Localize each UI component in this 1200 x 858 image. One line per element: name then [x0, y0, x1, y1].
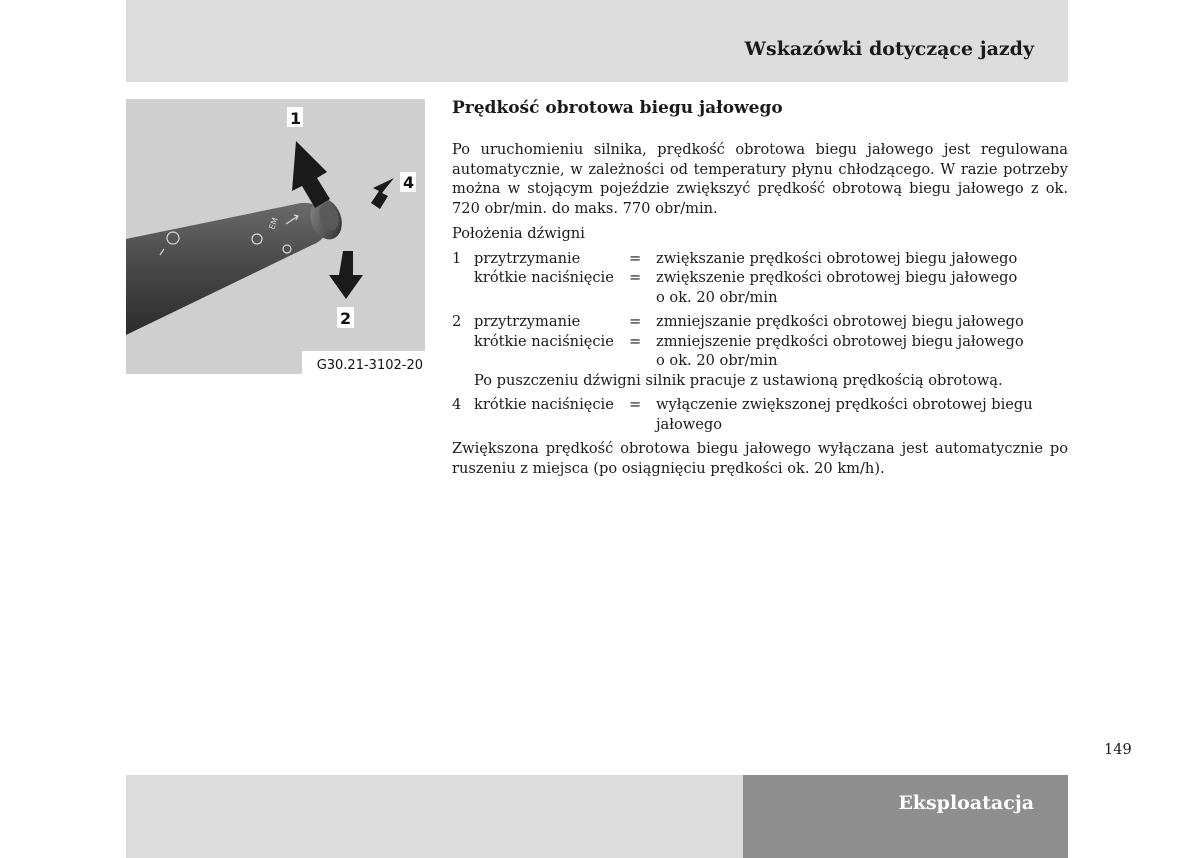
equals-sign: = — [629, 396, 642, 413]
position-group-4 — [452, 395, 1068, 434]
position-row — [452, 312, 1068, 332]
figure-code: G30.21-3102-20 — [316, 358, 423, 373]
position-row — [452, 332, 1068, 352]
callout-1 — [287, 107, 303, 128]
svg-text:EM: EM — [267, 216, 280, 231]
equals-sign: = — [629, 313, 642, 330]
main-content — [452, 96, 1068, 484]
running-header-title: Wskazówki dotyczące jazdy — [744, 38, 1034, 60]
lever-drawing — [126, 99, 425, 374]
arrow-4-icon — [371, 178, 394, 209]
position-row — [452, 395, 1068, 415]
lever-stalk — [126, 203, 326, 335]
position-action: krótkie naciśnięcie — [474, 396, 614, 413]
position-number: 4 — [452, 396, 462, 413]
position-action: przytrzymanie — [474, 249, 581, 267]
position-result: zmniejszenie prędkości obrotowej biegu jałowego — [656, 332, 1024, 350]
position-row — [452, 415, 1068, 435]
position-group-1 — [452, 249, 1068, 308]
footer-section-tab — [743, 775, 1068, 858]
position-result: jałowego — [656, 415, 722, 433]
position-result: wyłączenie zwiększonej prędkości obrotowej biegu — [656, 396, 1033, 413]
equals-sign: = — [629, 332, 642, 350]
closing-paragraph: Zwiększona prędkość obrotowa biegu jałowego wyłączana jest automatycznie po ruszeniu z miejsca (po osiągnięciu prędkości ok. 20 km/h). — [452, 440, 1068, 477]
position-action: przytrzymanie — [474, 313, 581, 330]
footer-band — [126, 775, 743, 858]
lever-illustration — [126, 99, 425, 374]
position-row — [452, 351, 1068, 371]
position-row — [452, 249, 1068, 269]
equals-sign: = — [629, 269, 642, 286]
positions-label: Położenia dźwigni — [452, 225, 585, 242]
position-action: krótkie naciśnięcie — [474, 332, 614, 350]
footer-section-label: Eksploatacja — [898, 792, 1034, 814]
position-result: o ok. 20 obr/min — [656, 288, 778, 306]
svg-text:4: 4 — [403, 173, 415, 192]
header-band — [126, 0, 1068, 82]
position-result: zwiększenie prędkości obrotowej biegu jałowego — [656, 269, 1018, 286]
svg-text:1: 1 — [290, 109, 302, 128]
position-row — [452, 268, 1068, 288]
intro-paragraph: Po uruchomieniu silnika, prędkość obrotowa biegu jałowego jest regulowana automatycznie, w zależności od temperatury płynu chłodzącego. W razie potrzeby można w stojącym pojeździe zwiększyć prędkość obrotową biegu jałowego z ok. 720 obr/min. do maks. 770 obr/min. — [452, 141, 1068, 217]
arrow-1-icon — [292, 141, 330, 208]
arrow-2-icon — [329, 251, 363, 299]
section-title: Prędkość obrotowa biegu jałowego — [452, 98, 783, 118]
position-result: zmniejszanie prędkości obrotowej biegu jałowego — [656, 313, 1024, 330]
position-group-2 — [452, 312, 1068, 390]
position-result: o ok. 20 obr/min — [656, 352, 778, 369]
position-number: 2 — [452, 313, 462, 330]
position-result: zwiększanie prędkości obrotowej biegu jałowego — [656, 249, 1018, 267]
position-note: Po puszczeniu dźwigni silnik pracuje z ustawioną prędkością obrotową. — [474, 371, 1003, 389]
position-number: 1 — [452, 249, 462, 267]
page-number: 149 — [1104, 742, 1132, 758]
svg-text:2: 2 — [340, 309, 352, 328]
equals-sign: = — [629, 249, 642, 267]
callout-4 — [400, 172, 416, 192]
position-row — [452, 288, 1068, 308]
callout-2 — [337, 307, 354, 328]
position-action: krótkie naciśnięcie — [474, 269, 614, 286]
